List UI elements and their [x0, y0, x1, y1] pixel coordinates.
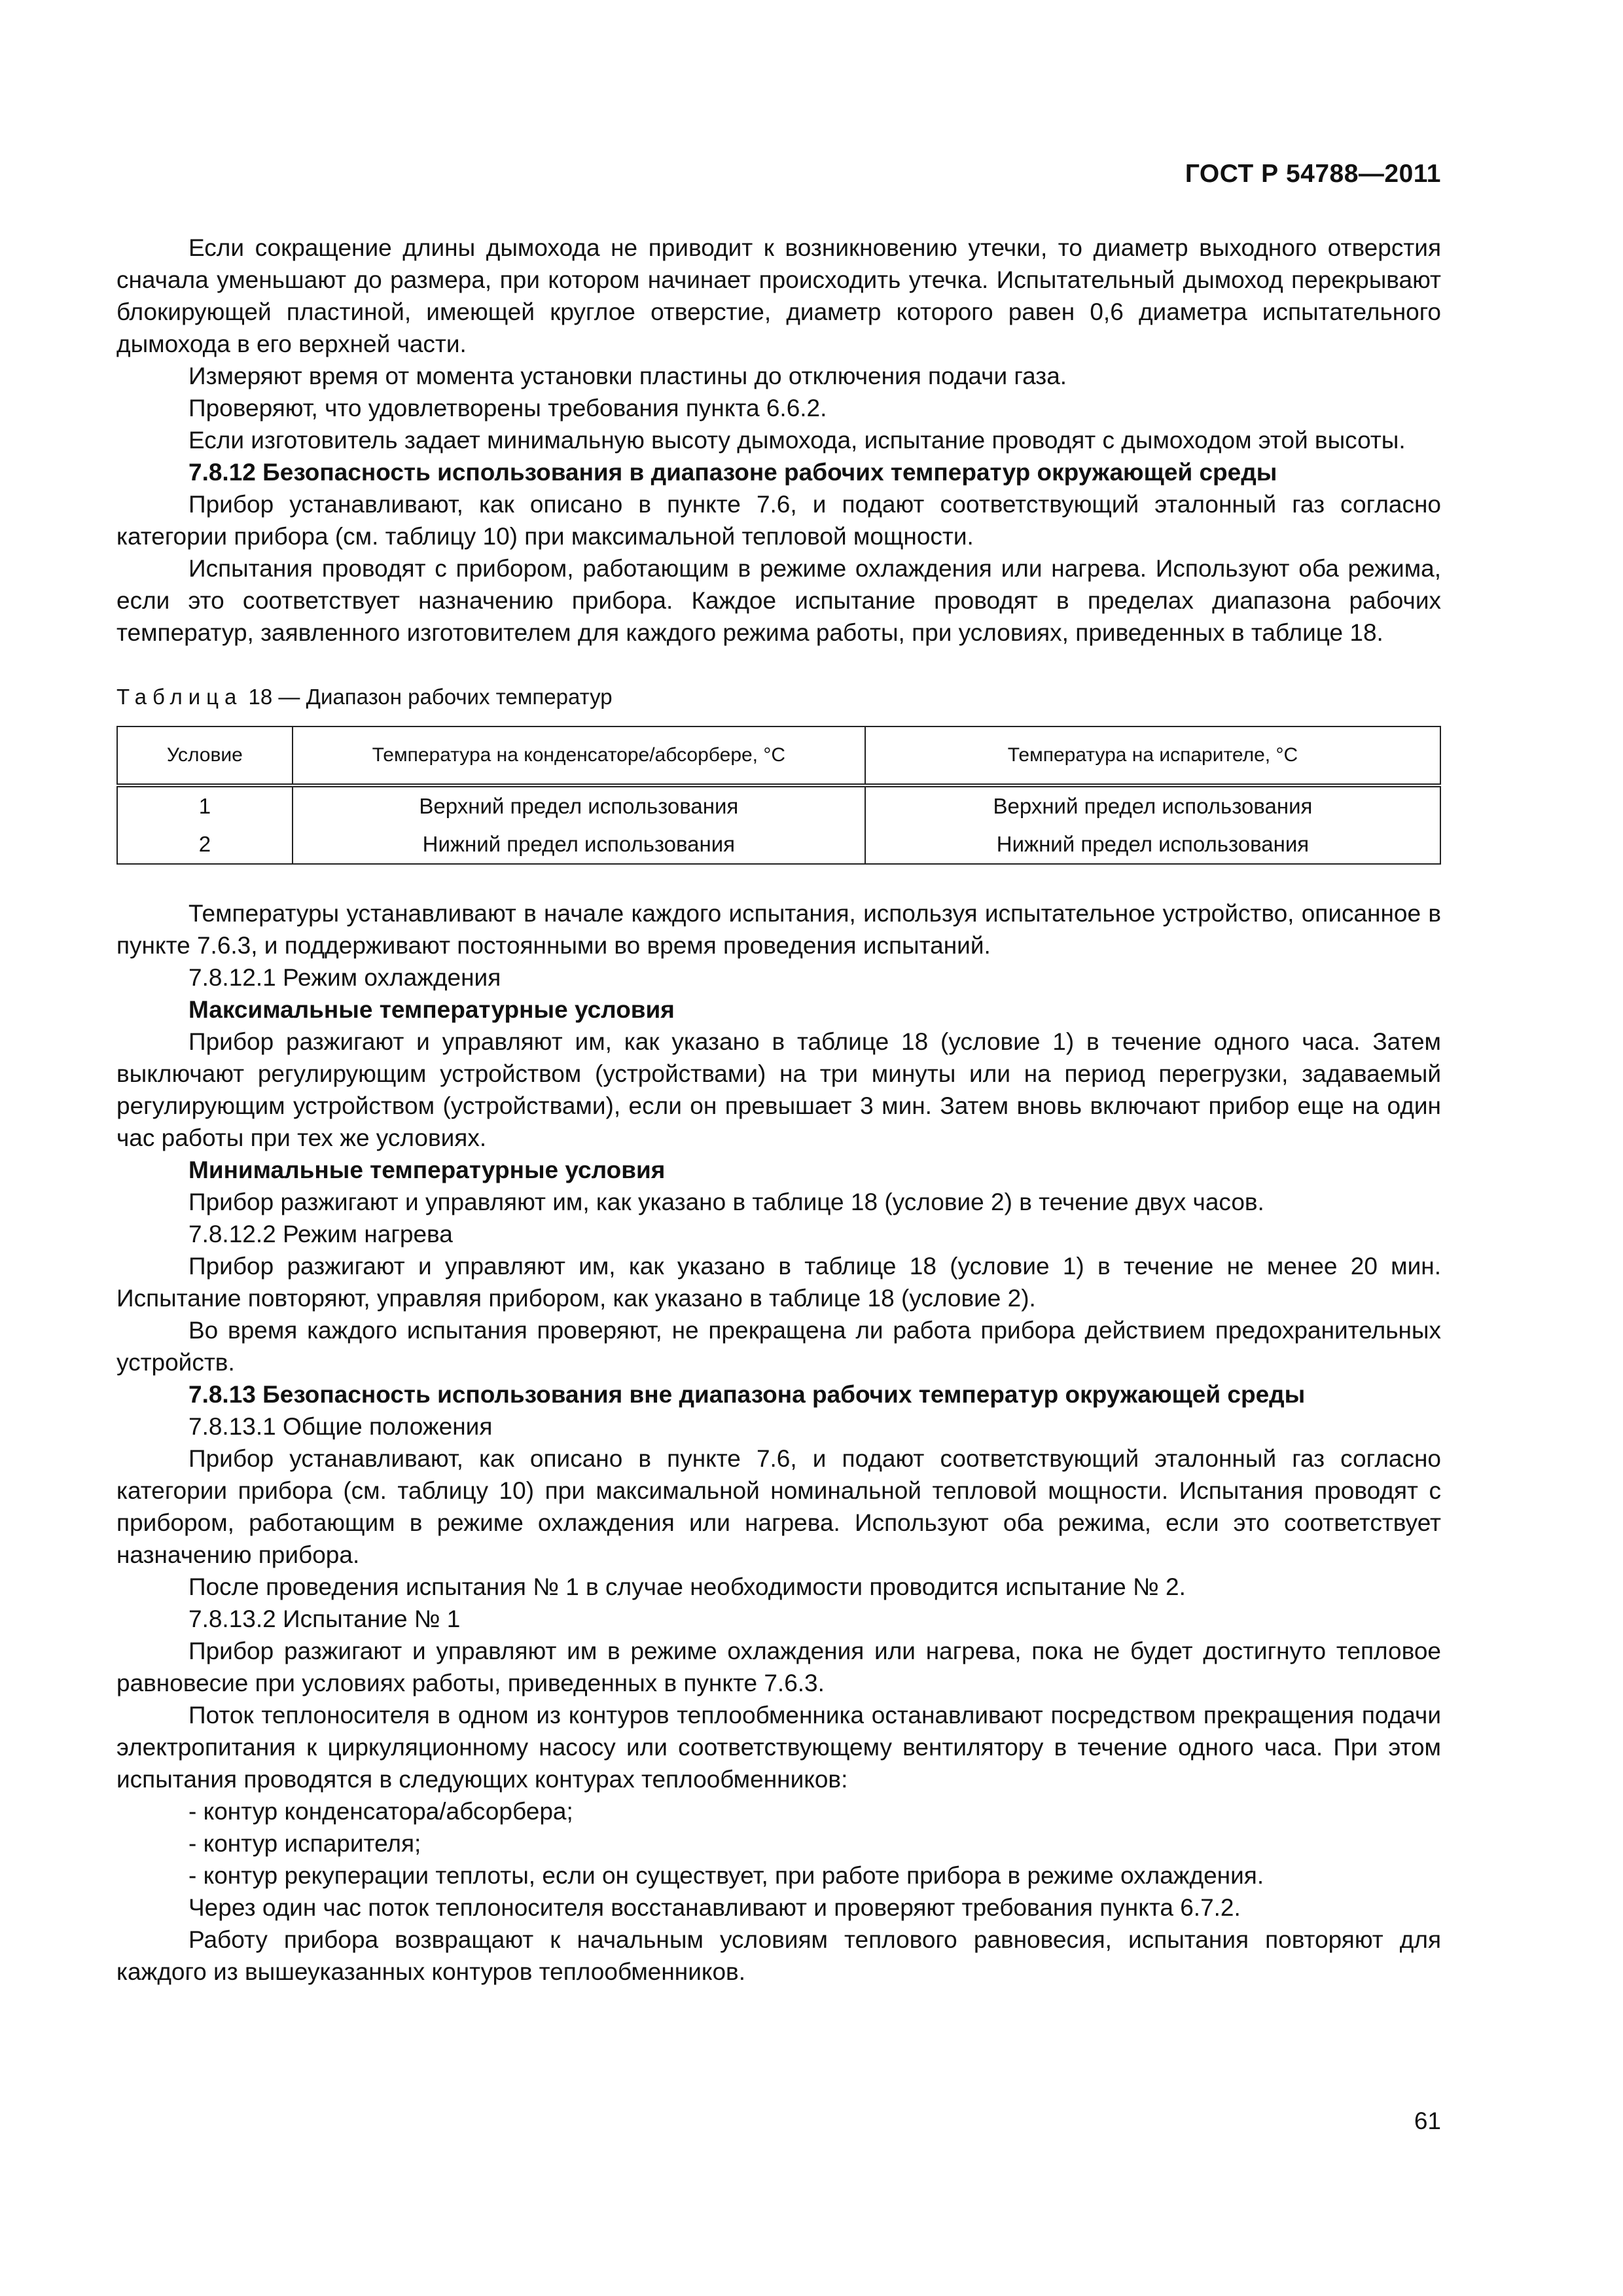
subsection-heading-7-8-12-1: 7.8.12.1 Режим охлаждения [188, 964, 501, 991]
table-cell: 2 [117, 825, 293, 864]
paragraph: Во время каждого испытания проверяют, не прекращена ли работа прибора действием предохранительных устройств. [116, 1317, 1441, 1376]
paragraph: Если сокращение длины дымохода не приводит к возникновению утечки, то диаметр выходного отверстия сначала уменьшают до размера, при котором начинает происходить утечка. Испытательный дымоход перекрывают блокирующей пластиной, имеющей круглое отверстие, диаметр которого равен 0,6 диаметра испытательного дымохода в его верхней части. [116, 234, 1441, 357]
list-item: - контур конденсатора/абсорбера; [188, 1798, 573, 1825]
list-item: - контур рекуперации теплоты, если он существует, при работе прибора в режиме охлаждения. [188, 1862, 1264, 1889]
page-body [116, 232, 1441, 1988]
subsection-heading-7-8-13-2: 7.8.13.2 Испытание № 1 [188, 1605, 461, 1632]
column-header-condenser-temp: Температура на конденсаторе/абсорбере, °С [293, 726, 865, 785]
table-cell: 1 [117, 785, 293, 825]
document-code-header: ГОСТ Р 54788—2011 [1185, 160, 1441, 188]
paragraph: Прибор разжигают и управляют им, как указано в таблице 18 (условие 2) в течение двух часов. [188, 1189, 1264, 1215]
paragraph: Прибор устанавливают, как описано в пункте 7.6, и подают соответствующий эталонный газ согласно категории прибора (см. таблицу 10) при максимальной номинальной тепловой мощности. Испытания проводят с прибором, работающим в режиме охлаждения или нагрева. Используют оба режима, если это соответствует назначению прибора. [116, 1445, 1441, 1568]
column-header-evaporator-temp: Температура на испарителе, °С [865, 726, 1440, 785]
paragraph: Если изготовитель задает минимальную высоту дымохода, испытание проводят с дымоходом этой высоты. [188, 427, 1406, 454]
paragraph: Температуры устанавливают в начале каждого испытания, используя испытательное устройство, описанное в пункте 7.6.3, и поддерживают постоянными во время проведения испытаний. [116, 900, 1441, 959]
document-page [116, 0, 1441, 2296]
table-cell: Нижний предел использования [865, 825, 1440, 864]
max-conditions-heading: Максимальные температурные условия [188, 996, 675, 1023]
column-header-condition: Условие [117, 726, 293, 785]
section-heading-7-8-12: 7.8.12 Безопасность использования в диапазоне рабочих температур окружающей среды [188, 459, 1277, 486]
paragraph: Проверяют, что удовлетворены требования пункта 6.6.2. [188, 395, 827, 422]
table-row [117, 825, 1440, 864]
list-item: - контур испарителя; [188, 1830, 421, 1857]
table-row [117, 785, 1440, 825]
paragraph: После проведения испытания № 1 в случае необходимости проводится испытание № 2. [188, 1573, 1186, 1600]
paragraph: Прибор разжигают и управляют им, как указано в таблице 18 (условие 1) в течение одного часа. Затем выключают регулирующим устройством (устройствами) на три минуты или на период перегрузки, задаваемый регулирующим устройством (устройствами), если он превышает 3 мин. Затем вновь включают прибор еще на один час работы при тех же условиях. [116, 1028, 1441, 1151]
table-cell: Верхний предел использования [865, 785, 1440, 825]
paragraph: Работу прибора возвращают к начальным условиям теплового равновесия, испытания повторяют для каждого из вышеуказанных контуров теплообменников. [116, 1926, 1441, 1985]
paragraph: Прибор разжигают и управляют им в режиме охлаждения или нагрева, пока не будет достигнуто тепловое равновесие при условиях работы, приведенных в пункте 7.6.3. [116, 1638, 1441, 1696]
table-cell: Верхний предел использования [293, 785, 865, 825]
temperature-range-table [116, 726, 1441, 865]
table-caption-prefix: Таблица [116, 685, 243, 709]
paragraph: Поток теплоносителя в одном из контуров теплообменника останавливают посредством прекращения подачи электропитания к циркуляционному насосу или соответствующему вентилятору в течение одного часа. При этом испытания проводятся в следующих контурах теплообменников: [116, 1702, 1441, 1793]
table-caption [116, 683, 1441, 711]
page-number: 61 [1414, 2108, 1441, 2134]
paragraph: Прибор разжигают и управляют им, как указано в таблице 18 (условие 1) в течение не менее 20 мин. Испытание повторяют, управляя прибором, как указано в таблице 18 (условие 2). [116, 1253, 1441, 1312]
table-cell: Нижний предел использования [293, 825, 865, 864]
section-heading-7-8-13: 7.8.13 Безопасность использования вне диапазона рабочих температур окружающей среды [188, 1381, 1306, 1408]
table-header-row [117, 726, 1440, 785]
paragraph: Через один час поток теплоносителя восстанавливают и проверяют требования пункта 6.7.2. [188, 1894, 1241, 1921]
subsection-heading-7-8-13-1: 7.8.13.1 Общие положения [188, 1413, 493, 1440]
paragraph: Прибор устанавливают, как описано в пункте 7.6, и подают соответствующий эталонный газ согласно категории прибора (см. таблицу 10) при максимальной тепловой мощности. [116, 491, 1441, 550]
table-caption-title: 18 — Диапазон рабочих температур [242, 685, 613, 709]
paragraph: Испытания проводят с прибором, работающим в режиме охлаждения или нагрева. Используют оба режима, если это соответствует назначению прибора. Каждое испытание проводят в пределах диапазона рабочих температур, заявленного изготовителем для каждого режима работы, при условиях, приведенных в таблице 18. [116, 555, 1441, 646]
subsection-heading-7-8-12-2: 7.8.12.2 Режим нагрева [188, 1221, 453, 1247]
paragraph: Измеряют время от момента установки пластины до отключения подачи газа. [188, 363, 1067, 389]
min-conditions-heading: Минимальные температурные условия [188, 1157, 666, 1183]
